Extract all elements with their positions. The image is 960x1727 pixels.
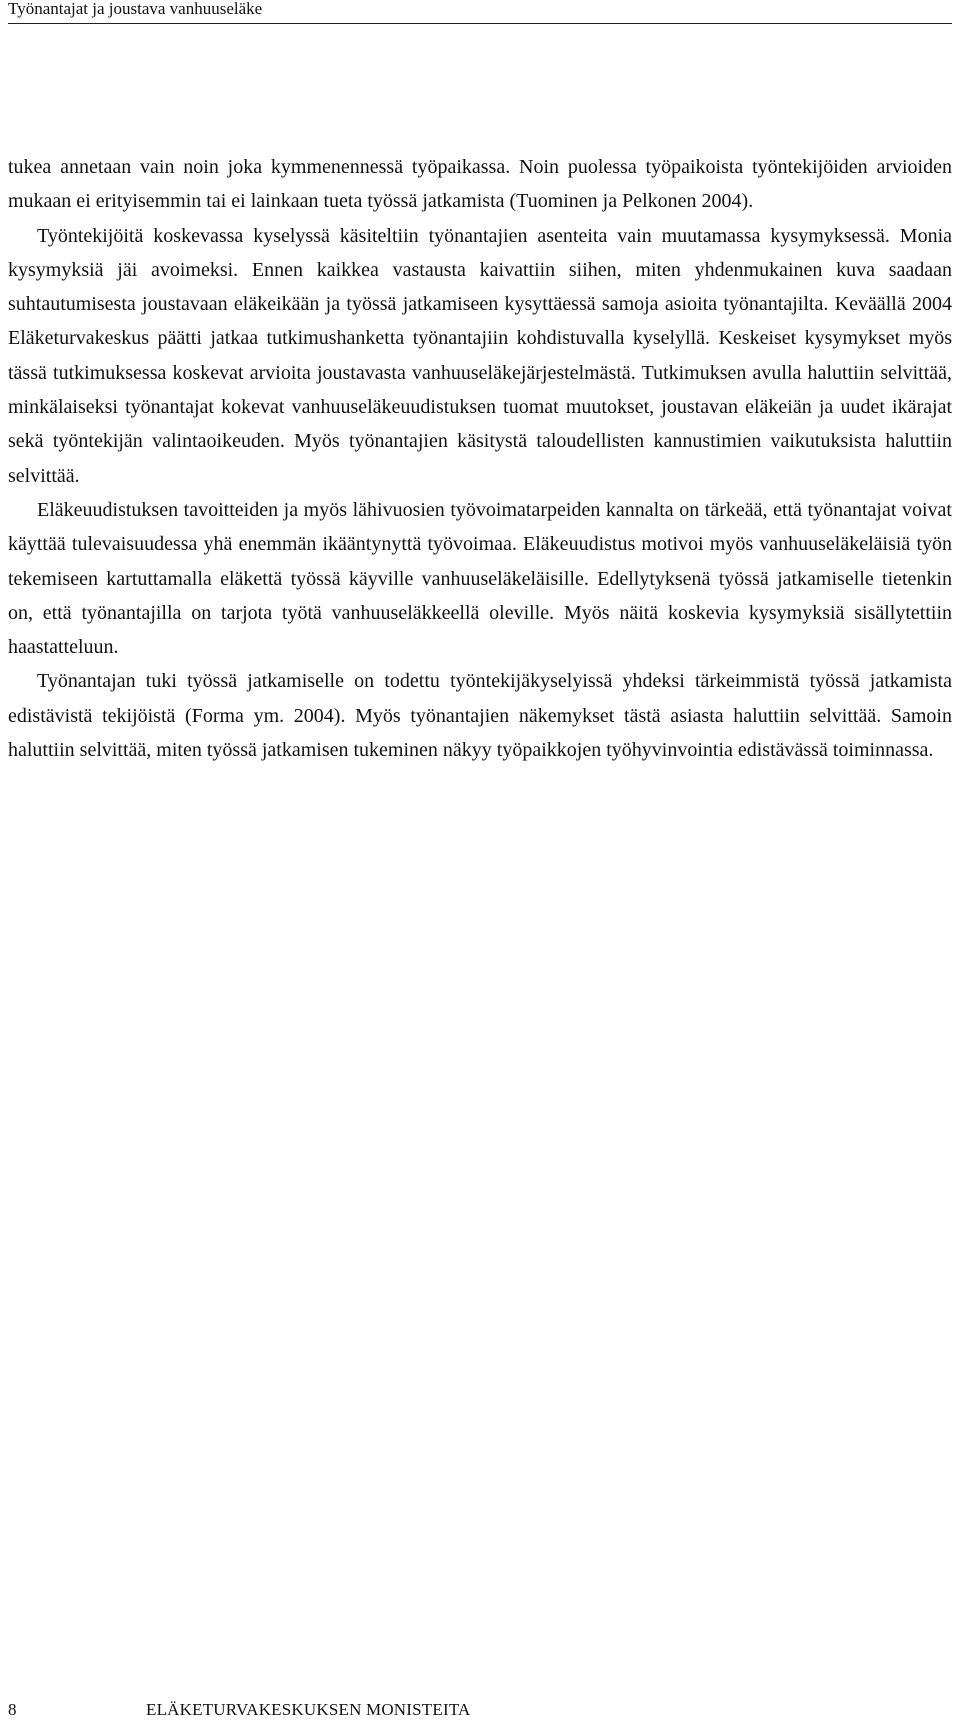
running-title: Työnantajat ja joustava vanhuuseläke — [8, 0, 263, 18]
body-text — [8, 150, 952, 767]
series-name: ELÄKETURVAKESKUKSEN MONISTEITA — [146, 1700, 471, 1719]
paragraph-1: tukea annetaan vain noin joka kymmenennessä työpaikassa. Noin puolessa työpaikoista työntekijöiden arvioiden mukaan ei erityisemmin tai ei lainkaan tueta työssä jatkamista (Tuominen ja Pelkonen 2004). — [8, 156, 952, 213]
paragraph-3: Eläkeuudistuksen tavoitteiden ja myös lähivuosien työvoimatarpeiden kannalta on tärkeää, että työnantajat voivat käyttää tulevaisuudessa yhä enemmän ikääntynyttä työvoimaa. Eläkeuudistus motivoi myös vanhuuseläkeläisiä työn tekemiseen kartuttamalla eläkettä työssä käyville vanhuuseläkeläisille. Edellytyksenä työssä jatkamiselle tietenkin on, että työnantajilla on tarjota työtä vanhuuseläkkeellä oleville. Myös näitä koskevia kysymyksiä sisällytettiin haastatteluun. — [8, 498, 952, 659]
paragraph-4: Työnantajan tuki työssä jatkamiselle on todettu työntekijäkyselyissä yhdeksi tärkeimmistä työssä jatkamista edistävistä tekijöistä (Forma ym. 2004). Myös työnantajien näkemykset tästä asiasta haluttiin selvittää. Samoin haluttiin selvittää, miten työssä jatkamisen tukeminen näkyy työpaikkojen työhyvinvointia edistävässä toiminnassa. — [8, 670, 952, 762]
running-header — [8, 0, 952, 24]
paragraph-2: Työntekijöitä koskevassa kyselyssä käsiteltiin työnantajien asenteita vain muutamassa kysymyksessä. Monia kysymyksiä jäi avoimeksi. Ennen kaikkea vastausta kaivattiin siihen, miten yhdenmukainen kuva saadaan suhtautumisesta joustavaan eläkeikään ja työssä jatkamiseen kysyttäessä samoja asioita työnantajilta. Keväällä 2004 Eläketurvakeskus päätti jatkaa tutkimushanketta työnantajiin kohdistuvalla kyselyllä. Keskeiset kysymykset myös tässä tutkimuksessa koskevat arvioita joustavasta vanhuuseläkejärjestelmästä. Tutkimuksen avulla haluttiin selvittää, minkälaiseksi työnantajat kokevat vanhuuseläkeuudistuksen tuomat muutokset, joustavan eläkeiän ja uudet ikärajat sekä työntekijän valintaoikeuden. Myös työnantajien käsitystä taloudellisten kannustimien vaikutuksista haluttiin selvittää. — [8, 224, 952, 487]
page-number: 8 — [8, 1700, 17, 1719]
